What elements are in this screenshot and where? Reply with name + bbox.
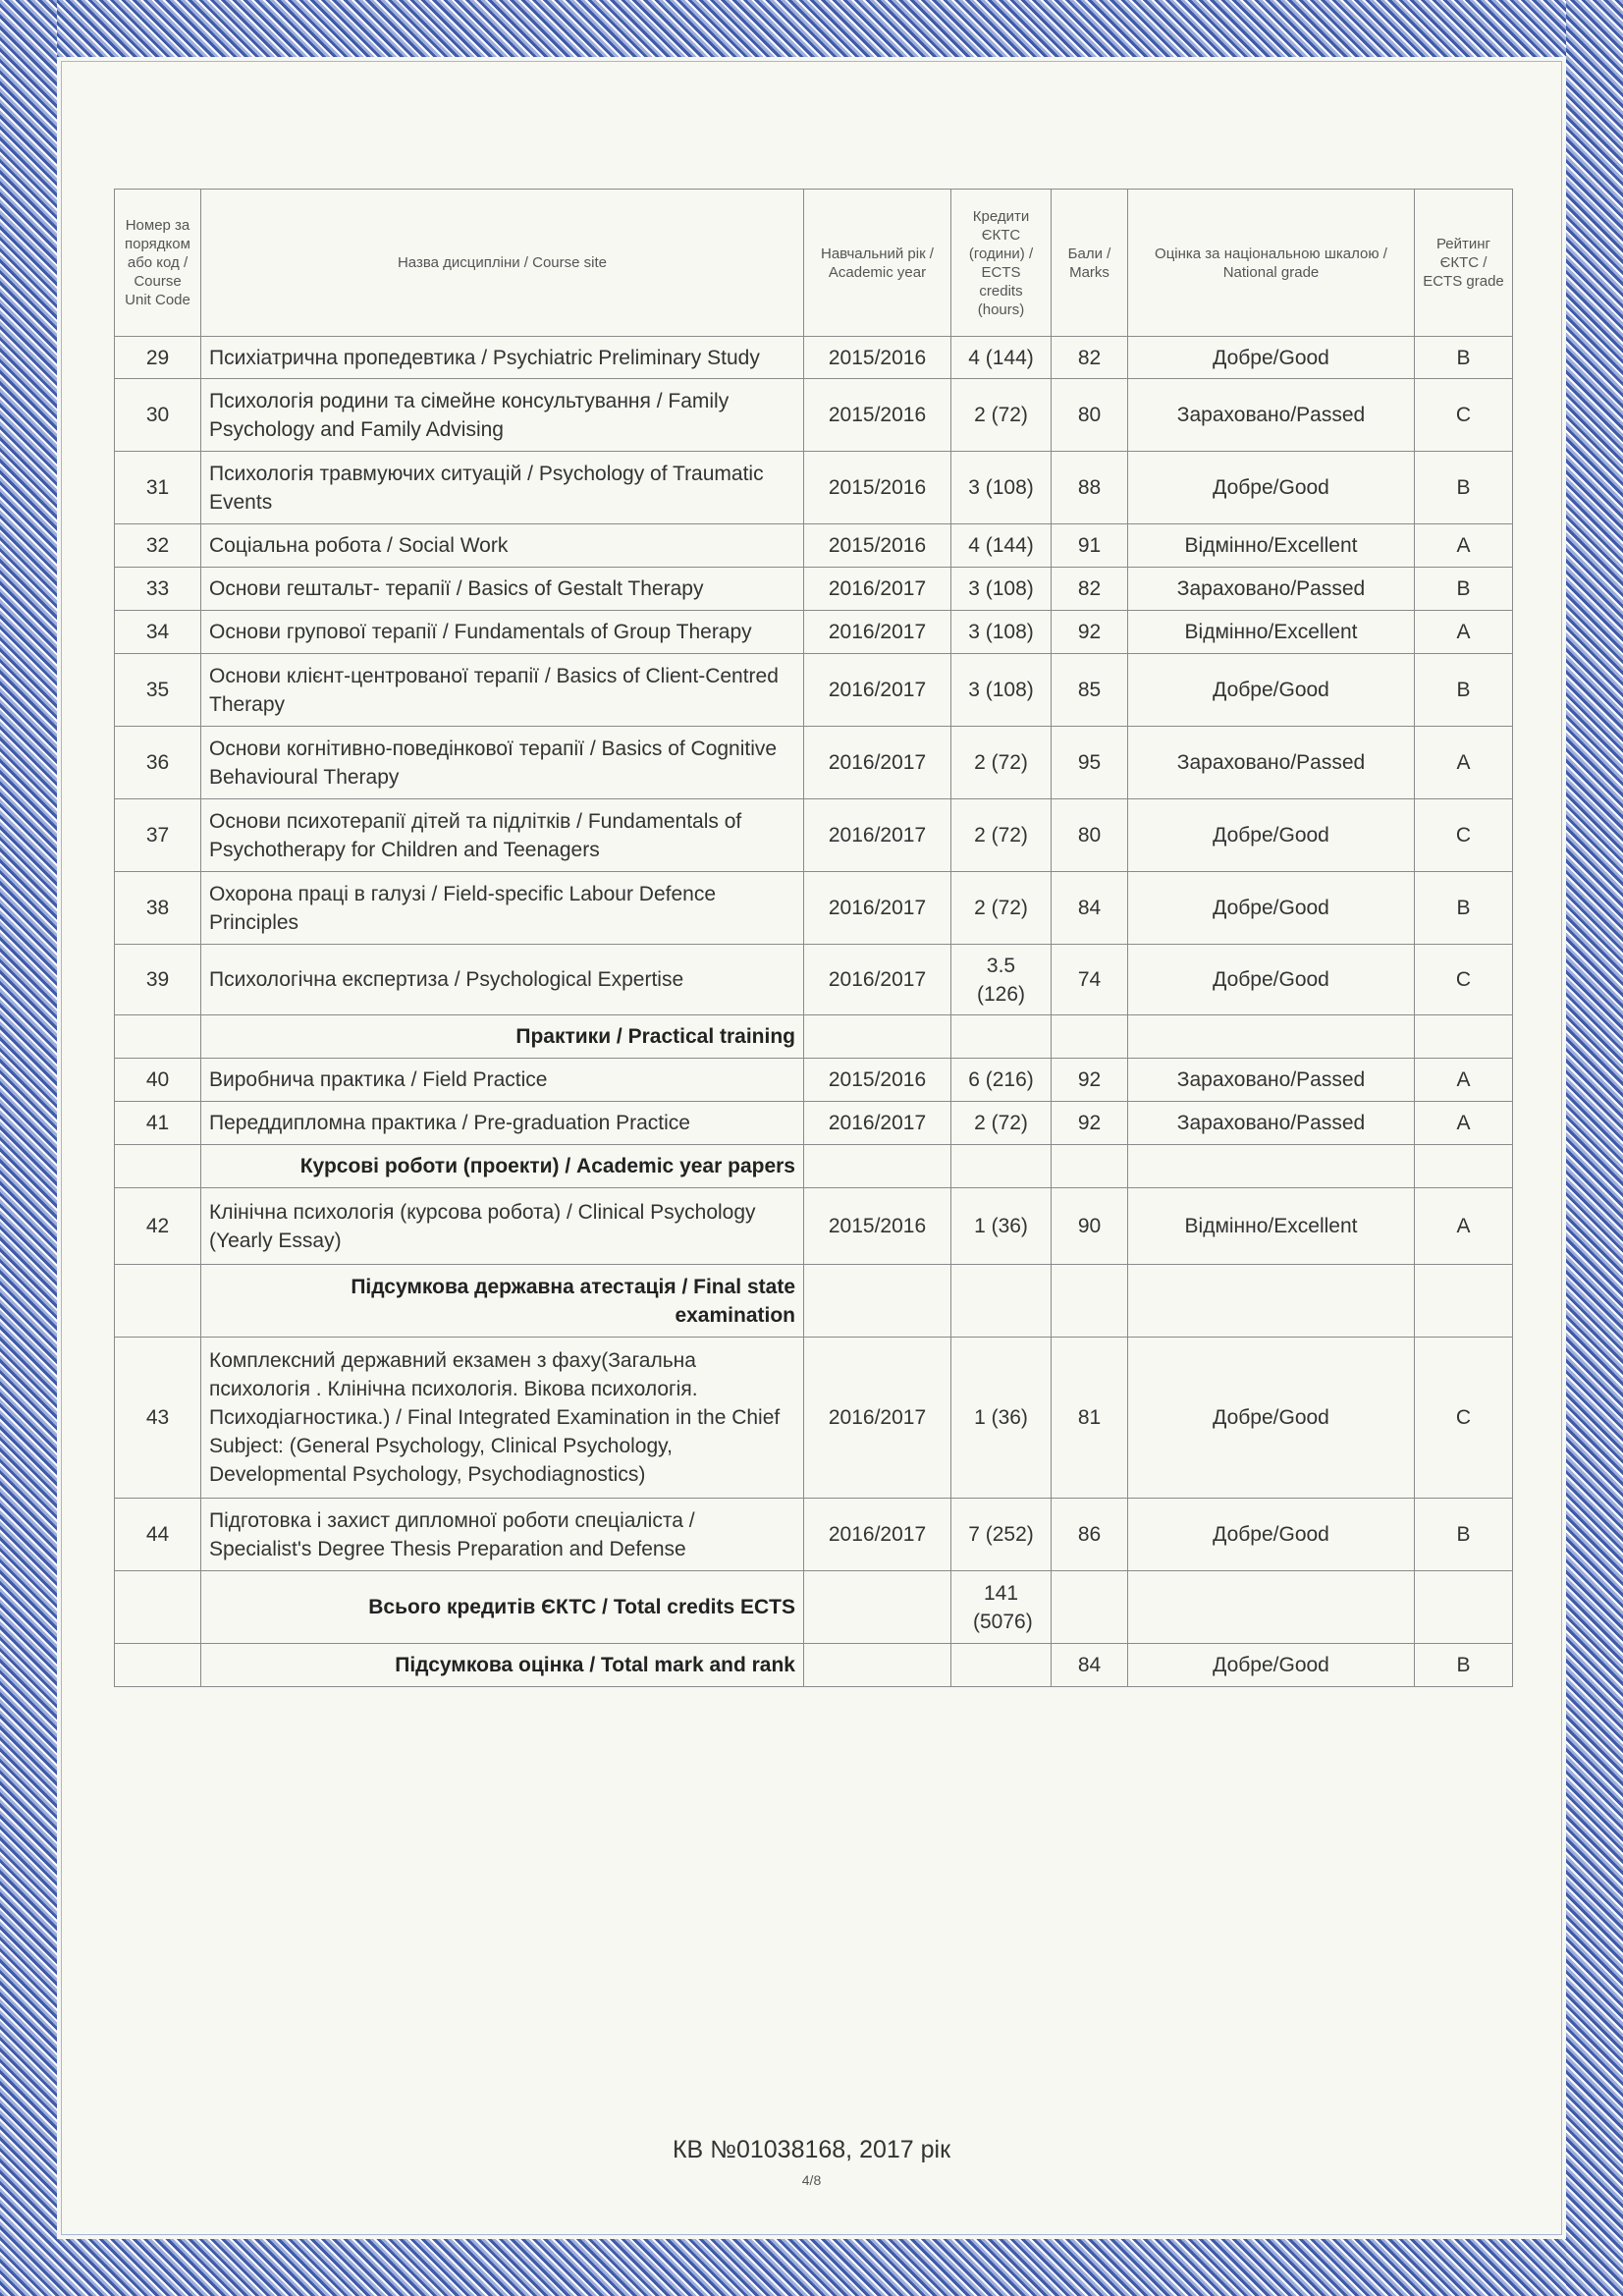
cell-credits: 1 (36) bbox=[951, 1338, 1052, 1499]
cell-no: 34 bbox=[115, 611, 201, 654]
header-credits: Кредити ЄКТС (години) / ECTS credits (hours) bbox=[951, 190, 1052, 337]
cell-ects: A bbox=[1415, 1188, 1513, 1265]
cell-credits: 3 (108) bbox=[951, 452, 1052, 524]
cell-marks: 88 bbox=[1052, 452, 1128, 524]
border-right bbox=[1566, 0, 1623, 2296]
empty-cell bbox=[1415, 1571, 1513, 1644]
empty-cell bbox=[1052, 1145, 1128, 1188]
cell-marks: 81 bbox=[1052, 1338, 1128, 1499]
cell-name: Підготовка і захист дипломної роботи спеціаліста / Specialist's Degree Thesis Preparation and Defense bbox=[201, 1499, 804, 1571]
total-credits-value: 141 (5076) bbox=[951, 1571, 1052, 1644]
cell-name: Основи гештальт- терапії / Basics of Gestalt Therapy bbox=[201, 568, 804, 611]
section-row-papers bbox=[115, 1145, 1513, 1188]
empty-cell bbox=[1052, 1015, 1128, 1059]
cell-ects: B bbox=[1415, 654, 1513, 727]
cell-no: 44 bbox=[115, 1499, 201, 1571]
cell-year: 2016/2017 bbox=[804, 945, 951, 1015]
cell-name: Психологія родини та сімейне консультування / Family Psychology and Family Advising bbox=[201, 379, 804, 452]
cell-credits: 2 (72) bbox=[951, 872, 1052, 945]
empty-cell bbox=[1128, 1265, 1415, 1338]
empty-cell bbox=[1128, 1571, 1415, 1644]
cell-ects: A bbox=[1415, 524, 1513, 568]
cell-ects: C bbox=[1415, 1338, 1513, 1499]
cell-national: Добре/Good bbox=[1128, 872, 1415, 945]
cell-national: Добре/Good bbox=[1128, 799, 1415, 872]
total-mark-national: Добре/Good bbox=[1128, 1644, 1415, 1687]
table-row bbox=[115, 524, 1513, 568]
total-mark-row bbox=[115, 1644, 1513, 1687]
section-row-final bbox=[115, 1265, 1513, 1338]
empty-cell bbox=[951, 1644, 1052, 1687]
empty-cell bbox=[951, 1015, 1052, 1059]
cell-marks: 82 bbox=[1052, 568, 1128, 611]
cell-year: 2015/2016 bbox=[804, 379, 951, 452]
cell-ects: B bbox=[1415, 452, 1513, 524]
cell-year: 2016/2017 bbox=[804, 611, 951, 654]
header-marks: Бали / Marks bbox=[1052, 190, 1128, 337]
cell-national: Зараховано/Passed bbox=[1128, 1059, 1415, 1102]
cell-credits: 1 (36) bbox=[951, 1188, 1052, 1265]
cell-no: 41 bbox=[115, 1102, 201, 1145]
cell-marks: 92 bbox=[1052, 611, 1128, 654]
section-title: Курсові роботи (проекти) / Academic year papers bbox=[201, 1145, 804, 1188]
cell-ects: A bbox=[1415, 611, 1513, 654]
cell-credits: 7 (252) bbox=[951, 1499, 1052, 1571]
total-credits-label: Всього кредитів ЄКТС / Total credits ECTS bbox=[201, 1571, 804, 1644]
cell-marks: 92 bbox=[1052, 1059, 1128, 1102]
cell-year: 2016/2017 bbox=[804, 872, 951, 945]
cell-ects: A bbox=[1415, 1102, 1513, 1145]
empty-cell bbox=[115, 1644, 201, 1687]
cell-national: Зараховано/Passed bbox=[1128, 379, 1415, 452]
cell-ects: C bbox=[1415, 799, 1513, 872]
cell-name: Психіатрична пропедевтика / Psychiatric Preliminary Study bbox=[201, 337, 804, 379]
cell-national: Відмінно/Excellent bbox=[1128, 1188, 1415, 1265]
cell-marks: 91 bbox=[1052, 524, 1128, 568]
table-row bbox=[115, 1102, 1513, 1145]
empty-cell bbox=[115, 1145, 201, 1188]
grades-table bbox=[114, 189, 1513, 1687]
cell-national: Зараховано/Passed bbox=[1128, 1102, 1415, 1145]
empty-cell bbox=[115, 1265, 201, 1338]
table-row bbox=[115, 611, 1513, 654]
empty-cell bbox=[804, 1571, 951, 1644]
section-title-text: Підсумкова державна атестація / Final state examination bbox=[351, 1275, 795, 1327]
empty-cell bbox=[951, 1265, 1052, 1338]
cell-name: Психологія травмуючих ситуацій / Psychology of Traumatic Events bbox=[201, 452, 804, 524]
cell-name: Комплексний державний екзамен з фаху(Загальна психологія . Клінічна психологія. Вікова психологія. Психодіагностика.) / Final Integrated Examination in the Chief Subject: (General Psychology, Clinical Psychology, Developmental Psychology, Psychodiagnostics) bbox=[201, 1338, 804, 1499]
table-row bbox=[115, 799, 1513, 872]
header-national: Оцінка за національною шкалою / National grade bbox=[1128, 190, 1415, 337]
cell-marks: 82 bbox=[1052, 337, 1128, 379]
empty-cell bbox=[1052, 1571, 1128, 1644]
table-row bbox=[115, 452, 1513, 524]
cell-national: Добре/Good bbox=[1128, 654, 1415, 727]
cell-year: 2016/2017 bbox=[804, 568, 951, 611]
header-name: Назва дисципліни / Course site bbox=[201, 190, 804, 337]
table-row bbox=[115, 727, 1513, 799]
cell-credits: 4 (144) bbox=[951, 337, 1052, 379]
table-header-row bbox=[115, 190, 1513, 337]
cell-credits: 2 (72) bbox=[951, 379, 1052, 452]
cell-credits: 3 (108) bbox=[951, 654, 1052, 727]
empty-cell bbox=[804, 1265, 951, 1338]
cell-year: 2016/2017 bbox=[804, 727, 951, 799]
cell-name: Основи клієнт-центрованої терапії / Basics of Client-Centred Therapy bbox=[201, 654, 804, 727]
table-row bbox=[115, 337, 1513, 379]
section-row-practical bbox=[115, 1015, 1513, 1059]
header-no: Номер за порядком або код / Course Unit Code bbox=[115, 190, 201, 337]
cell-name: Соціальна робота / Social Work bbox=[201, 524, 804, 568]
empty-cell bbox=[1128, 1015, 1415, 1059]
cell-year: 2015/2016 bbox=[804, 337, 951, 379]
cell-credits: 4 (144) bbox=[951, 524, 1052, 568]
table-row bbox=[115, 654, 1513, 727]
cell-name: Основи групової терапії / Fundamentals of Group Therapy bbox=[201, 611, 804, 654]
cell-no: 42 bbox=[115, 1188, 201, 1265]
cell-no: 31 bbox=[115, 452, 201, 524]
cell-marks: 74 bbox=[1052, 945, 1128, 1015]
cell-name: Психологічна експертиза / Psychological Expertise bbox=[201, 945, 804, 1015]
cell-marks: 84 bbox=[1052, 872, 1128, 945]
cell-credits: 2 (72) bbox=[951, 1102, 1052, 1145]
cell-ects: B bbox=[1415, 337, 1513, 379]
cell-no: 39 bbox=[115, 945, 201, 1015]
table-row bbox=[115, 1188, 1513, 1265]
cell-no: 37 bbox=[115, 799, 201, 872]
empty-cell bbox=[804, 1644, 951, 1687]
cell-national: Добре/Good bbox=[1128, 1338, 1415, 1499]
cell-no: 36 bbox=[115, 727, 201, 799]
cell-national: Добре/Good bbox=[1128, 945, 1415, 1015]
border-left bbox=[0, 0, 57, 2296]
cell-ects: B bbox=[1415, 1499, 1513, 1571]
cell-name: Основи когнітивно-поведінкової терапії / Basics of Cognitive Behavioural Therapy bbox=[201, 727, 804, 799]
cell-year: 2016/2017 bbox=[804, 1338, 951, 1499]
cell-marks: 80 bbox=[1052, 379, 1128, 452]
table-row bbox=[115, 1499, 1513, 1571]
cell-credits: 3.5 (126) bbox=[951, 945, 1052, 1015]
cell-national: Зараховано/Passed bbox=[1128, 727, 1415, 799]
document-number: КВ №01038168, 2017 рік bbox=[672, 2136, 951, 2163]
cell-name: Клінічна психологія (курсова робота) / Clinical Psychology (Yearly Essay) bbox=[201, 1188, 804, 1265]
cell-name: Виробнича практика / Field Practice bbox=[201, 1059, 804, 1102]
total-mark-ects: B bbox=[1415, 1644, 1513, 1687]
cell-marks: 90 bbox=[1052, 1188, 1128, 1265]
cell-no: 33 bbox=[115, 568, 201, 611]
cell-ects: C bbox=[1415, 945, 1513, 1015]
cell-year: 2016/2017 bbox=[804, 799, 951, 872]
cell-no: 40 bbox=[115, 1059, 201, 1102]
cell-credits: 3 (108) bbox=[951, 611, 1052, 654]
cell-no: 32 bbox=[115, 524, 201, 568]
cell-national: Добре/Good bbox=[1128, 452, 1415, 524]
table-row bbox=[115, 945, 1513, 1015]
cell-national: Добре/Good bbox=[1128, 1499, 1415, 1571]
cell-marks: 86 bbox=[1052, 1499, 1128, 1571]
cell-name: Переддипломна практика / Pre-graduation Practice bbox=[201, 1102, 804, 1145]
cell-ects: A bbox=[1415, 727, 1513, 799]
border-top bbox=[0, 0, 1623, 57]
border-bottom bbox=[0, 2239, 1623, 2296]
header-year: Навчальний рік / Academic year bbox=[804, 190, 951, 337]
cell-name: Охорона праці в галузі / Field-specific Labour Defence Principles bbox=[201, 872, 804, 945]
table-row bbox=[115, 379, 1513, 452]
cell-credits: 6 (216) bbox=[951, 1059, 1052, 1102]
cell-year: 2016/2017 bbox=[804, 1499, 951, 1571]
total-credits-row bbox=[115, 1571, 1513, 1644]
cell-national: Добре/Good bbox=[1128, 337, 1415, 379]
cell-ects: C bbox=[1415, 379, 1513, 452]
header-ects: Рейтинг ЄКТС / ECTS grade bbox=[1415, 190, 1513, 337]
cell-credits: 2 (72) bbox=[951, 799, 1052, 872]
cell-credits: 2 (72) bbox=[951, 727, 1052, 799]
empty-cell bbox=[951, 1145, 1052, 1188]
section-title: Практики / Practical training bbox=[201, 1015, 804, 1059]
empty-cell bbox=[1415, 1145, 1513, 1188]
empty-cell bbox=[1128, 1145, 1415, 1188]
cell-marks: 95 bbox=[1052, 727, 1128, 799]
table-row bbox=[115, 1338, 1513, 1499]
empty-cell bbox=[804, 1015, 951, 1059]
cell-marks: 80 bbox=[1052, 799, 1128, 872]
cell-ects: A bbox=[1415, 1059, 1513, 1102]
empty-cell bbox=[1415, 1015, 1513, 1059]
cell-year: 2015/2016 bbox=[804, 1188, 951, 1265]
cell-no: 43 bbox=[115, 1338, 201, 1499]
cell-ects: B bbox=[1415, 568, 1513, 611]
cell-no: 38 bbox=[115, 872, 201, 945]
section-title bbox=[201, 1265, 804, 1338]
cell-ects: B bbox=[1415, 872, 1513, 945]
empty-cell bbox=[804, 1145, 951, 1188]
cell-year: 2016/2017 bbox=[804, 1102, 951, 1145]
cell-year: 2016/2017 bbox=[804, 654, 951, 727]
cell-year: 2015/2016 bbox=[804, 1059, 951, 1102]
cell-no: 35 bbox=[115, 654, 201, 727]
table-row bbox=[115, 1059, 1513, 1102]
table-row bbox=[115, 872, 1513, 945]
cell-credits: 3 (108) bbox=[951, 568, 1052, 611]
table-row bbox=[115, 568, 1513, 611]
cell-national: Відмінно/Excellent bbox=[1128, 524, 1415, 568]
cell-no: 30 bbox=[115, 379, 201, 452]
empty-cell bbox=[1415, 1265, 1513, 1338]
cell-year: 2015/2016 bbox=[804, 452, 951, 524]
cell-name: Основи психотерапії дітей та підлітків / Fundamentals of Psychotherapy for Children and Teenagers bbox=[201, 799, 804, 872]
empty-cell bbox=[1052, 1265, 1128, 1338]
cell-national: Зараховано/Passed bbox=[1128, 568, 1415, 611]
page-number: 4/8 bbox=[801, 2172, 822, 2188]
total-mark-label: Підсумкова оцінка / Total mark and rank bbox=[201, 1644, 804, 1687]
empty-cell bbox=[115, 1571, 201, 1644]
cell-marks: 92 bbox=[1052, 1102, 1128, 1145]
cell-marks: 85 bbox=[1052, 654, 1128, 727]
cell-no: 29 bbox=[115, 337, 201, 379]
cell-national: Відмінно/Excellent bbox=[1128, 611, 1415, 654]
empty-cell bbox=[115, 1015, 201, 1059]
cell-year: 2015/2016 bbox=[804, 524, 951, 568]
total-mark-marks: 84 bbox=[1052, 1644, 1128, 1687]
